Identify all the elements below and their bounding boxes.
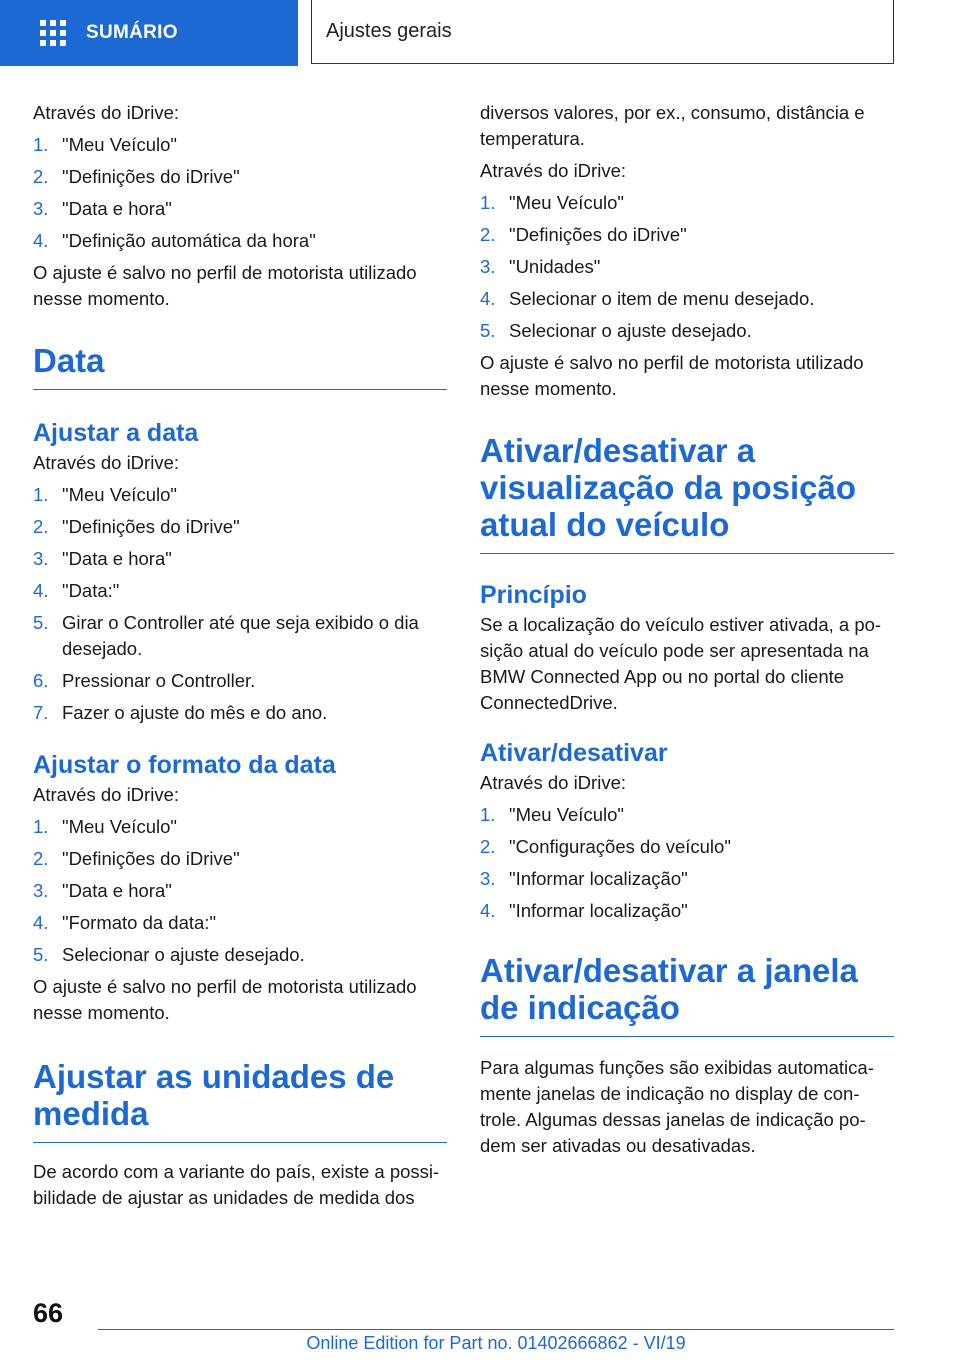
continuation-text: diversos valores, por ex., consumo, distância e temperatura. xyxy=(480,102,865,149)
summary-button[interactable] xyxy=(0,0,298,66)
list-item: 1. "Meu Veículo" xyxy=(480,192,624,213)
list-item: 4. "Definição automática da hora" xyxy=(33,230,316,251)
janela-text: Para algumas funções são exibidas automatica-mente janelas de indicação no display de con-trole. Algumas dessas janelas de indicação po-dem ser ativadas ou desativadas. xyxy=(480,1057,874,1156)
list-item: 1. "Meu Veículo" xyxy=(480,804,624,825)
list-item: 3. "Data e hora" xyxy=(33,880,172,901)
steps-list xyxy=(33,482,447,726)
steps-list xyxy=(33,132,447,254)
note-text: O ajuste é salvo no perfil de motorista utilizado nesse momento. xyxy=(33,976,417,1023)
heading-posicao: Ativar/desativar a visualização da posição atual do veículo xyxy=(480,432,894,554)
footer-divider xyxy=(98,1329,894,1330)
left-column xyxy=(33,100,447,1211)
note-text: O ajuste é salvo no perfil de motorista utilizado nesse momento. xyxy=(33,262,417,309)
list-item: 6. Pressionar o Controller. xyxy=(33,670,256,691)
list-item: 7. Fazer o ajuste do mês e do ano. xyxy=(33,702,328,723)
list-item: 3. "Data e hora" xyxy=(33,198,172,219)
heading-unidades: Ajustar as unidades de medida xyxy=(33,1058,447,1143)
intro-text: Através do iDrive: xyxy=(33,102,179,123)
steps-list xyxy=(33,814,447,968)
list-item: 5. Selecionar o ajuste desejado. xyxy=(33,944,305,965)
list-item: 1. "Meu Veículo" xyxy=(33,484,177,505)
list-item: 3. "Unidades" xyxy=(480,256,601,277)
list-item: 1. "Meu Veículo" xyxy=(33,134,177,155)
list-item: 2. "Definições do iDrive" xyxy=(33,166,240,187)
page-number: 66 xyxy=(33,1298,64,1328)
list-item: 2. "Definições do iDrive" xyxy=(33,848,240,869)
heading-janela: Ativar/desativar a janela de indicação xyxy=(480,952,894,1037)
section-title: Ajustes gerais xyxy=(326,20,452,42)
list-item: 2. "Definições do iDrive" xyxy=(480,224,687,245)
intro-text: Através do iDrive: xyxy=(33,784,179,805)
list-item: 5. Girar o Controller até que seja exibido o dia desejado. xyxy=(33,612,419,659)
list-item: 1. "Meu Veículo" xyxy=(33,816,177,837)
intro-text: Através do iDrive: xyxy=(480,772,626,793)
unidades-text: De acordo com a variante do país, existe a possi-bilidade de ajustar as unidades de medida dos xyxy=(33,1161,440,1208)
list-item: 2. "Configurações do veículo" xyxy=(480,836,731,857)
top-bar xyxy=(0,0,960,66)
list-item: 4. "Data:" xyxy=(33,580,120,601)
summary-label: SUMÁRIO xyxy=(86,22,178,43)
note-text: O ajuste é salvo no perfil de motorista utilizado nesse momento. xyxy=(480,352,864,399)
list-item: 4. "Informar localização" xyxy=(480,900,688,921)
list-item: 3. "Informar localização" xyxy=(480,868,688,889)
section-tab xyxy=(311,0,894,64)
footer-edition: Online Edition for Part no. 01402666862 - VI/19 xyxy=(306,1333,686,1353)
steps-list xyxy=(480,190,894,344)
intro-text: Através do iDrive: xyxy=(33,452,179,473)
intro-text: Através do iDrive: xyxy=(480,160,626,181)
grid-icon xyxy=(40,20,66,46)
heading-principio: Princípio xyxy=(480,581,587,609)
right-column xyxy=(480,100,894,1159)
list-item: 4. Selecionar o item de menu desejado. xyxy=(480,288,815,309)
list-item: 3. "Data e hora" xyxy=(33,548,172,569)
heading-ativar: Ativar/desativar xyxy=(480,739,668,767)
heading-data: Data xyxy=(33,342,447,390)
list-item: 2. "Definições do iDrive" xyxy=(33,516,240,537)
principio-text: Se a localização do veículo estiver ativada, a po-sição atual do veículo pode ser apresentada na BMW Connected App ou no portal do cliente ConnectedDrive. xyxy=(480,614,882,713)
list-item: 4. "Formato da data:" xyxy=(33,912,217,933)
heading-formato-data: Ajustar o formato da data xyxy=(33,751,336,779)
steps-list xyxy=(480,802,894,924)
list-item: 5. Selecionar o ajuste desejado. xyxy=(480,320,752,341)
heading-ajustar-data: Ajustar a data xyxy=(33,419,199,447)
